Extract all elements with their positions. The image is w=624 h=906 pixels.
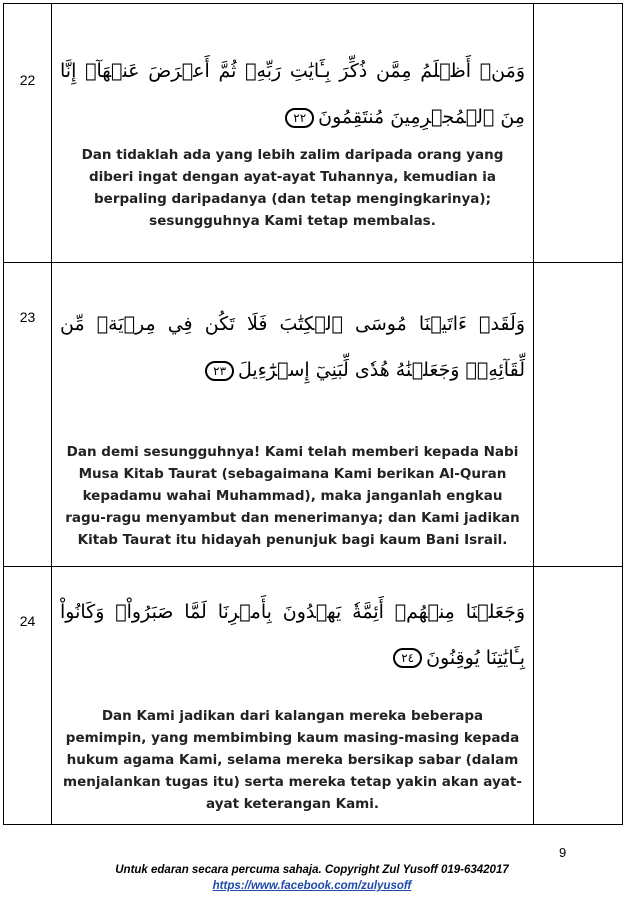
arabic-text: وَلَقَدۡ ءَاتَيۡنَا مُوسَى ٱلۡكِتَٰبَ فَلَا تَكُن فِي مِرۡيَةٖ مِّن لِّقَآئِهِۦۖ وَجَعَلۡنَٰهُ هُدٗى لِّبَنِيٓ إِسۡرَٰٓءِيلَ	[60, 313, 525, 382]
arabic-verse	[52, 589, 533, 681]
verse-translation: Dan demi sesungguhnya! Kami telah memberi kepada Nabi Musa Kitab Taurat (sebagaimana Kami berikan Al-Quran kepadamu wahai Muhammad), maka janganlah engkau ragu-ragu menyambut dan menerimanya; dan Kami jadikan Kitab Taurat itu hidayah penunjuk bagi kaum Bani Israil.	[65, 444, 520, 549]
verse-row-24	[4, 566, 623, 824]
verse-content-cell	[52, 4, 534, 263]
empty-cell	[534, 263, 623, 566]
empty-cell	[534, 566, 623, 824]
page-number: 9	[559, 845, 567, 860]
verse-row-22	[4, 4, 623, 263]
arabic-text: وَمَنۡ أَظۡلَمُ مِمَّن ذُكِّرَ بِـَٔايَٰتِ رَبِّهِۦ ثُمَّ أَعۡرَضَ عَنۡهَآۚ إِنَّا مِنَ ٱلۡمُجۡرِمِينَ مُنتَقِمُونَ	[60, 60, 525, 128]
ayah-end-marker: ٢٤	[393, 648, 422, 668]
arabic-verse	[52, 48, 533, 140]
verse-number-cell	[4, 4, 52, 263]
footer-copyright: Untuk edaran secara percuma sahaja. Copyright Zul Yusoff 019-6342017	[115, 864, 509, 876]
verse-number: 24	[19, 612, 36, 629]
verse-content-cell	[52, 263, 534, 566]
empty-cell	[534, 4, 623, 263]
ayah-end-marker: ٢٣	[205, 361, 234, 381]
verse-content-cell	[52, 566, 534, 824]
verse-number: 22	[19, 72, 36, 88]
verse-row-23	[4, 263, 623, 566]
verse-number: 23	[19, 309, 36, 326]
verse-translation: Dan Kami jadikan dari kalangan mereka beberapa pemimpin, yang membimbing kaum masing-masing kepada hukum agama Kami, selama mereka bersikap sabar (dalam menjalankan tugas itu) serta mereka tetap yakin akan ayat-ayat keterangan Kami.	[63, 707, 522, 812]
verse-translation: Dan tidaklah ada yang lebih zalim daripada orang yang diberi ingat dengan ayat-ayat Tuhannya, kemudian ia berpaling daripadanya (dan tetap mengingkarinya); sesungguhnya Kami tetap membalas.	[81, 147, 504, 229]
verse-number-cell	[4, 263, 52, 566]
verse-number-cell	[4, 566, 52, 824]
arabic-text: وَجَعَلۡنَا مِنۡهُمۡ أَئِمَّةٗ يَهۡدُونَ بِأَمۡرِنَا لَمَّا صَبَرُواْۖ وَكَانُواْ بِـَٔايَٰتِنَا يُوقِنُونَ	[60, 600, 525, 669]
verse-table	[3, 3, 623, 825]
arabic-verse	[52, 301, 533, 393]
footer-facebook-link[interactable]: https://www.facebook.com/zulyusoff	[212, 880, 412, 892]
ayah-end-marker: ٢٢	[285, 108, 314, 128]
